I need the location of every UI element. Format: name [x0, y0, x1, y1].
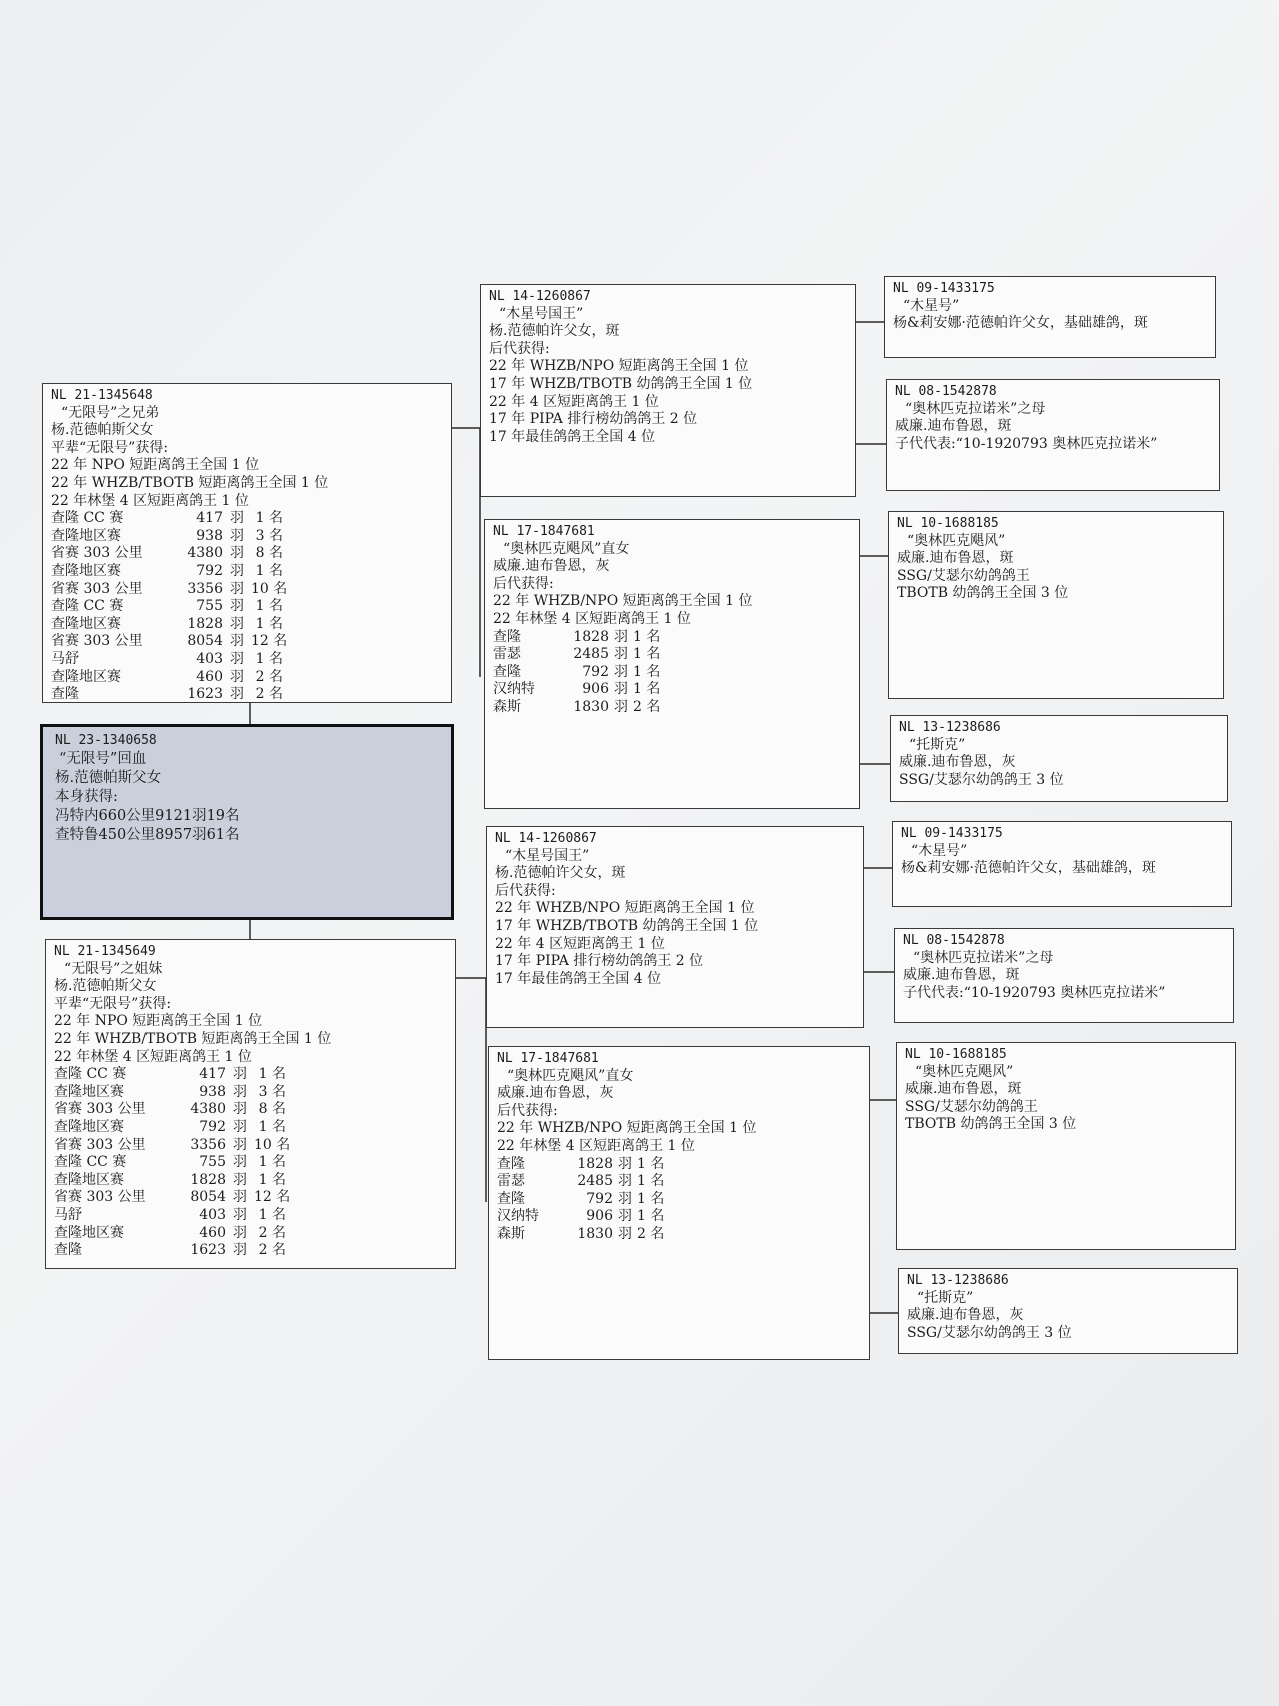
race-name: 省赛 303 公里	[51, 545, 143, 562]
race-result-row	[51, 651, 443, 669]
race-birds-unit: 羽	[233, 1171, 247, 1188]
grandsire-line: 17 年 WHZB/TBOTB 幼鸽鸽王全国 1 位	[495, 917, 759, 934]
race-name: 查隆地区赛	[54, 1083, 124, 1100]
race-place: 1 名	[637, 1173, 665, 1190]
race-birds-unit: 羽	[233, 1083, 247, 1100]
granddam-line: 22 年 WHZB/NPO 短距离鸽王全国 1 位	[493, 593, 753, 610]
race-birds-unit: 羽	[233, 1189, 247, 1206]
great-grandparent-line: SSG/艾瑟尔幼鸽鸽王	[905, 1098, 1038, 1115]
race-name: 森斯	[493, 698, 521, 715]
race-result-row	[493, 681, 851, 699]
granddam-offspring-title: 后代获得:	[497, 1102, 558, 1119]
grandsire-ring-number: NL 14-1260867	[495, 831, 597, 846]
race-result-row	[54, 1189, 447, 1207]
race-birds-unit: 羽	[233, 1066, 247, 1083]
grandsire-breeder: 杨.范德帕许父女，斑	[489, 323, 620, 340]
race-result-row	[54, 1154, 447, 1172]
race-place: 1 名	[258, 1171, 286, 1188]
great-grandparent-line: 威廉.迪布鲁恩，斑	[895, 418, 1012, 435]
race-place: 3 名	[255, 527, 283, 544]
race-place: 1 名	[255, 650, 283, 667]
great-grandparent-ring-number: NL 08-1542878	[903, 933, 1005, 948]
grandsire-ring-number: NL 14-1260867	[489, 289, 591, 304]
great-grandparent-ring-number: NL 13-1238686	[907, 1273, 1009, 1288]
race-result-row	[51, 669, 443, 687]
race-place: 1 名	[633, 663, 661, 680]
great-grandparent-name: “木星号”	[911, 842, 968, 859]
race-name: 查隆地区赛	[54, 1224, 124, 1241]
race-name: 马舒	[54, 1206, 82, 1223]
great-grandparent-line: 威廉.迪布鲁恩，斑	[897, 550, 1014, 567]
great-grandparent-card	[884, 276, 1216, 358]
race-result-row	[493, 699, 851, 717]
race-name: 查隆地区赛	[54, 1171, 124, 1188]
dam-title: 22 年林堡 4 区短距离鸽王 1 位	[54, 1048, 252, 1065]
sire-name: “无限号”之兄弟	[61, 404, 160, 421]
race-birds: 1830	[573, 698, 609, 715]
race-birds-unit: 羽	[618, 1173, 632, 1190]
race-name: 查隆 CC 赛	[54, 1066, 127, 1083]
race-birds: 2485	[577, 1173, 613, 1190]
race-birds: 417	[196, 510, 223, 527]
race-birds: 4380	[190, 1101, 226, 1118]
great-grandparent-line: TBOTB 幼鸽鸽王全国 3 位	[905, 1116, 1077, 1133]
grandsire-name: “木星号国王”	[505, 847, 590, 864]
race-birds: 4380	[187, 545, 223, 562]
race-name: 查隆 CC 赛	[51, 598, 124, 615]
great-grandparent-ring-number: NL 09-1433175	[893, 281, 995, 296]
great-grandparent-ring-number: NL 10-1688185	[897, 516, 999, 531]
great-grandparent-name: “木星号”	[903, 297, 960, 314]
granddam-ring-number: NL 17-1847681	[497, 1051, 599, 1066]
race-birds-unit: 羽	[230, 527, 244, 544]
race-birds-unit: 羽	[614, 646, 628, 663]
granddam-race-table	[493, 629, 851, 717]
sire-breeder: 杨.范德帕斯父女	[51, 422, 154, 439]
race-birds: 1623	[187, 686, 223, 703]
race-result-row	[497, 1226, 861, 1244]
race-name: 查隆	[493, 628, 521, 645]
race-birds-unit: 羽	[233, 1118, 247, 1135]
race-birds: 2485	[573, 646, 609, 663]
grandsire-breeder: 杨.范德帕许父女，斑	[495, 865, 626, 882]
race-name: 省赛 303 公里	[54, 1136, 146, 1153]
race-result-row	[493, 629, 851, 647]
race-birds-unit: 羽	[230, 686, 244, 703]
race-birds: 403	[196, 650, 223, 667]
race-result-row	[493, 664, 851, 682]
great-grandparent-line: 杨&莉安娜·范德帕许父女，基础雄鸽，斑	[901, 860, 1156, 877]
race-birds: 460	[199, 1224, 226, 1241]
race-birds: 3356	[187, 580, 223, 597]
race-name: 马舒	[51, 650, 79, 667]
race-place: 1 名	[637, 1155, 665, 1172]
great-grandparent-ring-number: NL 08-1542878	[895, 384, 997, 399]
race-result-row	[51, 581, 443, 599]
dam-title: 22 年 WHZB/TBOTB 短距离鸽王全国 1 位	[54, 1030, 332, 1047]
great-grandparent-line: SSG/艾瑟尔幼鸽鸽王	[897, 567, 1030, 584]
race-place: 1 名	[258, 1118, 286, 1135]
race-name: 汉纳特	[493, 681, 535, 698]
race-birds: 755	[199, 1154, 226, 1171]
race-birds: 1828	[577, 1155, 613, 1172]
grandsire-offspring-title: 后代获得:	[489, 340, 550, 357]
race-birds: 1830	[577, 1225, 613, 1242]
race-name: 查隆	[493, 663, 521, 680]
race-birds-unit: 羽	[230, 562, 244, 579]
race-name: 查隆	[51, 686, 79, 703]
race-place: 2 名	[637, 1225, 665, 1242]
race-result-row	[51, 616, 443, 634]
race-result-row	[51, 563, 443, 581]
granddam-offspring-title: 后代获得:	[493, 575, 554, 592]
subject-result: 查特鲁450公里8957羽61名	[55, 827, 240, 843]
granddam-ring-number: NL 17-1847681	[493, 524, 595, 539]
race-birds-unit: 羽	[230, 598, 244, 615]
race-place: 8 名	[255, 545, 283, 562]
sire-sibling-title: 平辈“无限号”获得:	[51, 439, 169, 456]
race-name: 查隆地区赛	[51, 527, 121, 544]
race-birds-unit: 羽	[614, 663, 628, 680]
grandsire-line: 17 年 PIPA 排行榜幼鸽鸽王 2 位	[495, 953, 704, 970]
race-birds-unit: 羽	[614, 698, 628, 715]
race-name: 省赛 303 公里	[51, 633, 143, 650]
dam-card	[45, 939, 456, 1269]
granddam-race-table	[497, 1156, 861, 1244]
race-place: 2 名	[633, 698, 661, 715]
race-place: 2 名	[255, 668, 283, 685]
great-grandparent-card	[898, 1268, 1238, 1354]
great-grandparent-ring-number: NL 10-1688185	[905, 1047, 1007, 1062]
race-place: 1 名	[258, 1066, 286, 1083]
great-grandparent-ring-number: NL 13-1238686	[899, 720, 1001, 735]
race-name: 雷瑟	[493, 646, 521, 663]
race-birds: 792	[196, 562, 223, 579]
race-birds: 3356	[190, 1136, 226, 1153]
race-result-row	[497, 1173, 861, 1191]
dam-sibling-title: 平辈“无限号”获得:	[54, 995, 172, 1012]
great-grandparent-line: SSG/艾瑟尔幼鸽鸽王 3 位	[907, 1324, 1072, 1341]
great-grandparent-line: TBOTB 幼鸽鸽王全国 3 位	[897, 585, 1069, 602]
race-place: 10 名	[251, 580, 288, 597]
race-name: 森斯	[497, 1225, 525, 1242]
grandsire-line: 17 年最佳鸽鸽王全国 4 位	[495, 970, 662, 987]
race-birds-unit: 羽	[233, 1206, 247, 1223]
race-birds-unit: 羽	[233, 1154, 247, 1171]
grandsire-line: 22 年 WHZB/NPO 短距离鸽王全国 1 位	[495, 900, 755, 917]
race-birds-unit: 羽	[230, 510, 244, 527]
race-result-row	[497, 1191, 861, 1209]
race-birds: 755	[196, 598, 223, 615]
race-place: 3 名	[258, 1083, 286, 1100]
race-name: 查隆	[54, 1242, 82, 1259]
great-grandparent-name: “奥林匹克飓风”	[915, 1063, 1014, 1080]
grandsire-line: 17 年 WHZB/TBOTB 幼鸽鸽王全国 1 位	[489, 375, 753, 392]
race-birds-unit: 羽	[230, 615, 244, 632]
granddam-line: 22 年 WHZB/NPO 短距离鸽王全国 1 位	[497, 1120, 757, 1137]
race-place: 1 名	[255, 562, 283, 579]
great-grandparent-card	[886, 379, 1220, 491]
great-grandparent-name: “托斯克”	[917, 1289, 974, 1306]
race-birds: 1828	[573, 628, 609, 645]
race-place: 1 名	[258, 1154, 286, 1171]
subject-result: 冯特内660公里9121羽19名	[55, 808, 240, 824]
race-result-row	[54, 1119, 447, 1137]
great-grandparent-line: 杨&莉安娜·范德帕许父女，基础雄鸽，斑	[893, 315, 1148, 332]
race-place: 1 名	[255, 510, 283, 527]
race-birds: 792	[199, 1118, 226, 1135]
great-grandparent-card	[890, 715, 1228, 802]
race-birds: 1828	[190, 1171, 226, 1188]
race-place: 1 名	[255, 615, 283, 632]
subject-results-title: 本身获得:	[55, 789, 118, 805]
dam-ring-number: NL 21-1345649	[54, 944, 156, 959]
race-place: 2 名	[258, 1224, 286, 1241]
subject-name: “无限号”回血	[59, 751, 147, 767]
race-name: 查隆地区赛	[51, 562, 121, 579]
race-place: 1 名	[258, 1206, 286, 1223]
race-birds-unit: 羽	[618, 1190, 632, 1207]
race-place: 1 名	[633, 628, 661, 645]
race-birds: 8054	[190, 1189, 226, 1206]
race-birds: 938	[196, 527, 223, 544]
race-result-row	[51, 686, 443, 703]
race-birds: 906	[582, 681, 609, 698]
race-birds-unit: 羽	[230, 668, 244, 685]
dam-breeder: 杨.范德帕斯父女	[54, 978, 157, 995]
race-birds-unit: 羽	[618, 1155, 632, 1172]
grandsire-card	[486, 826, 864, 1028]
dam-title: 22 年 NPO 短距离鸽王全国 1 位	[54, 1013, 263, 1030]
great-grandparent-card	[894, 928, 1234, 1023]
race-name: 查隆	[497, 1155, 525, 1172]
race-place: 1 名	[637, 1208, 665, 1225]
race-place: 8 名	[258, 1101, 286, 1118]
race-name: 查隆地区赛	[54, 1118, 124, 1135]
race-birds-unit: 羽	[233, 1224, 247, 1241]
grandsire-card	[480, 284, 856, 497]
great-grandparent-card	[892, 821, 1232, 907]
race-name: 雷瑟	[497, 1173, 525, 1190]
race-birds: 1828	[187, 615, 223, 632]
sire-title: 22 年林堡 4 区短距离鸽王 1 位	[51, 492, 249, 509]
great-grandparent-line: 威廉.迪布鲁恩，灰	[907, 1307, 1024, 1324]
race-name: 查隆 CC 赛	[51, 510, 124, 527]
granddam-name: “奥林匹克飓风”直女	[507, 1067, 634, 1084]
great-grandparent-line: SSG/艾瑟尔幼鸽鸽王 3 位	[899, 771, 1064, 788]
race-result-row	[54, 1066, 447, 1084]
race-name: 查隆地区赛	[51, 615, 121, 632]
race-birds-unit: 羽	[614, 628, 628, 645]
grandsire-line: 22 年 4 区短距离鸽王 1 位	[489, 393, 659, 410]
race-birds: 938	[199, 1083, 226, 1100]
race-place: 12 名	[251, 633, 288, 650]
grandsire-line: 22 年 WHZB/NPO 短距离鸽王全国 1 位	[489, 358, 749, 375]
race-birds-unit: 羽	[233, 1136, 247, 1153]
grandsire-offspring-title: 后代获得:	[495, 882, 556, 899]
granddam-name: “奥林匹克飓风”直女	[503, 540, 630, 557]
race-birds-unit: 羽	[618, 1208, 632, 1225]
race-result-row	[54, 1084, 447, 1102]
race-birds: 792	[582, 663, 609, 680]
dam-name: “无限号”之姐妹	[64, 960, 163, 977]
subject-breeder: 杨.范德帕斯父女	[55, 770, 162, 786]
great-grandparent-name: “奥林匹克拉诺米”之母	[905, 400, 1046, 417]
race-place: 1 名	[633, 646, 661, 663]
great-grandparent-card	[896, 1042, 1236, 1250]
sire-race-table	[51, 510, 443, 703]
race-birds-unit: 羽	[230, 580, 244, 597]
great-grandparent-ring-number: NL 09-1433175	[901, 826, 1003, 841]
race-birds-unit: 羽	[230, 650, 244, 667]
granddam-card	[488, 1046, 870, 1360]
race-place: 1 名	[255, 598, 283, 615]
race-birds: 1623	[190, 1242, 226, 1259]
sire-title: 22 年 WHZB/TBOTB 短距离鸽王全国 1 位	[51, 474, 329, 491]
sire-card	[42, 383, 452, 703]
subject-card	[40, 724, 454, 920]
race-birds: 906	[586, 1208, 613, 1225]
great-grandparent-line: 威廉.迪布鲁恩，斑	[903, 967, 1020, 984]
race-result-row	[51, 633, 443, 651]
race-result-row	[51, 545, 443, 563]
great-grandparent-card	[888, 511, 1224, 699]
race-name: 省赛 303 公里	[54, 1189, 146, 1206]
race-result-row	[51, 528, 443, 546]
race-birds-unit: 羽	[618, 1225, 632, 1242]
granddam-breeder: 威廉.迪布鲁恩，灰	[493, 558, 610, 575]
great-grandparent-name: “奥林匹克拉诺米”之母	[913, 949, 1054, 966]
race-birds-unit: 羽	[230, 633, 244, 650]
race-birds-unit: 羽	[614, 681, 628, 698]
granddam-line: 22 年林堡 4 区短距离鸽王 1 位	[493, 610, 691, 627]
grandsire-line: 22 年 4 区短距离鸽王 1 位	[495, 935, 665, 952]
great-grandparent-name: “托斯克”	[909, 736, 966, 753]
race-result-row	[51, 510, 443, 528]
race-birds: 417	[199, 1066, 226, 1083]
race-result-row	[54, 1101, 447, 1119]
race-name: 汉纳特	[497, 1208, 539, 1225]
granddam-card	[484, 519, 860, 809]
race-result-row	[493, 646, 851, 664]
race-birds: 792	[586, 1190, 613, 1207]
sire-ring-number: NL 21-1345648	[51, 388, 153, 403]
race-name: 省赛 303 公里	[51, 580, 143, 597]
great-grandparent-line: 威廉.迪布鲁恩，斑	[905, 1081, 1022, 1098]
great-grandparent-line: 子代代表:“10-1920793 奥林匹克拉诺米”	[903, 984, 1166, 1001]
granddam-line: 22 年林堡 4 区短距离鸽王 1 位	[497, 1137, 695, 1154]
race-birds: 460	[196, 668, 223, 685]
great-grandparent-name: “奥林匹克飓风”	[907, 532, 1006, 549]
race-result-row	[497, 1156, 861, 1174]
race-name: 查隆 CC 赛	[54, 1154, 127, 1171]
grandsire-name: “木星号国王”	[499, 305, 584, 322]
sire-title: 22 年 NPO 短距离鸽王全国 1 位	[51, 457, 260, 474]
race-name: 查隆地区赛	[51, 668, 121, 685]
race-place: 10 名	[254, 1136, 291, 1153]
race-place: 2 名	[258, 1242, 286, 1259]
great-grandparent-line: 子代代表:“10-1920793 奥林匹克拉诺米”	[895, 435, 1158, 452]
race-place: 2 名	[255, 686, 283, 703]
race-result-row	[54, 1137, 447, 1155]
race-place: 1 名	[633, 681, 661, 698]
race-result-row	[54, 1207, 447, 1225]
dam-race-table	[54, 1066, 447, 1260]
race-result-row	[54, 1225, 447, 1243]
race-birds-unit: 羽	[233, 1101, 247, 1118]
race-birds: 8054	[187, 633, 223, 650]
race-result-row	[54, 1172, 447, 1190]
grandsire-line: 17 年最佳鸽鸽王全国 4 位	[489, 428, 656, 445]
race-name: 省赛 303 公里	[54, 1101, 146, 1118]
subject-ring-number: NL 23-1340658	[55, 733, 157, 748]
granddam-breeder: 威廉.迪布鲁恩，灰	[497, 1085, 614, 1102]
race-result-row	[51, 598, 443, 616]
race-birds-unit: 羽	[233, 1242, 247, 1259]
race-result-row	[54, 1242, 447, 1260]
race-name: 查隆	[497, 1190, 525, 1207]
race-birds-unit: 羽	[230, 545, 244, 562]
race-birds: 403	[199, 1206, 226, 1223]
race-place: 12 名	[254, 1189, 291, 1206]
race-result-row	[497, 1208, 861, 1226]
race-place: 1 名	[637, 1190, 665, 1207]
great-grandparent-line: 威廉.迪布鲁恩，灰	[899, 754, 1016, 771]
grandsire-line: 17 年 PIPA 排行榜幼鸽鸽王 2 位	[489, 411, 698, 428]
